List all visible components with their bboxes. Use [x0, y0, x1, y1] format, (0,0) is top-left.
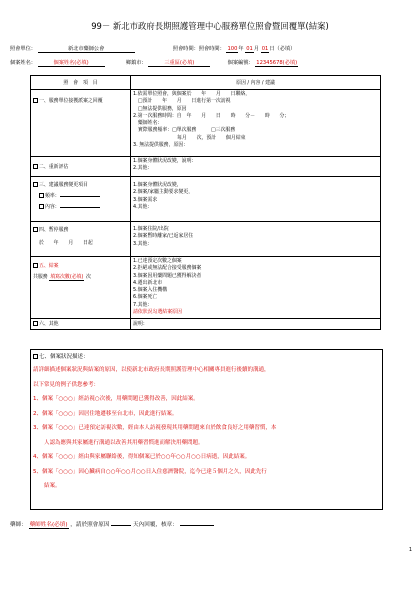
row6-item — [31, 319, 131, 330]
unit-value[interactable]: 新北市藥師公會 — [38, 45, 135, 53]
suspend-date[interactable]: 於 年 月 日起 — [39, 240, 93, 246]
day-suffix: 日（必填） — [269, 46, 296, 52]
row1-item — [31, 90, 131, 157]
content-label: 內容： — [45, 204, 60, 210]
row5-line-3: 3.個案因用藥問題已獲得解決者 — [133, 272, 202, 279]
note-line-3: 1、個案「○○○」經訪視○次後，用藥問題已獲得改善，因此結案。 — [33, 396, 199, 402]
row1-line-5: 藥師姓名： — [133, 120, 163, 127]
reply-days-field[interactable] — [111, 525, 131, 526]
referral-table — [30, 75, 381, 330]
row5-line-5: 5.個案入住機構 — [133, 287, 168, 294]
row6-note-label: 說明： — [133, 321, 148, 327]
row3-item — [31, 177, 131, 222]
frequency-field[interactable] — [60, 196, 100, 197]
row5-line-4: 4.遷出新北市 — [133, 279, 163, 286]
service-count-field[interactable]: 填寫次數(必填) — [50, 274, 84, 280]
id-label: 個案編號： — [227, 60, 254, 66]
col-header-items: 照 會 項 目 — [31, 76, 131, 90]
row2-line-2: 2.其他： — [133, 165, 153, 172]
note-line-5: 3、個案「○○○」已達預定訪視次數，經由本人訪視發現其用藥問題來自於飲食良好之用藥習慣，本 — [33, 425, 277, 431]
header-line-1 — [10, 45, 295, 53]
row1-checkbox[interactable] — [33, 98, 38, 103]
row4-content — [131, 222, 381, 257]
row3-line-3: 3.個案需求 — [133, 196, 158, 203]
row1-line-6: 實際服務頻率：□單次服務 □三次服務 — [133, 127, 236, 134]
row4-item — [31, 222, 131, 257]
row1-label: 一、服務單位接獲派案之回覆 — [39, 98, 103, 104]
district-label: 鄉鎮市： — [125, 60, 147, 66]
note-line-6: 人認為應與其家屬進行溝通以改善其用藥習慣進而解決用藥問題。 — [33, 439, 204, 446]
row1-line-4: 2.第一次服務時間：自 年 月 日 時 分－ 時 分； — [133, 112, 290, 119]
row4-line-2: 2.個案暫時離家/已返家居住 — [133, 233, 194, 240]
case-value[interactable]: 個案姓名(必填) — [38, 59, 105, 67]
reply-instruction-2: 天內回覆，核章： — [133, 522, 178, 528]
row4-line-3: 3.其他： — [133, 240, 153, 247]
row5-label: 五、結案 — [39, 263, 59, 269]
row1-line-1: 1.依需單位照會，與個案於 年 月 日聯絡， — [133, 91, 251, 97]
row5-line-2: 2.拒絕或無法配合接受服務個案 — [133, 265, 202, 272]
note-line-1: 請詳細描述個案狀況與結案的原因，以使新北市政府長期照護管理中心相關專員進行後續的溝通， — [33, 367, 270, 373]
row1-line-8: 3. 無法提供服務，原因： — [133, 142, 189, 149]
row5-checkbox[interactable] — [33, 263, 38, 268]
row5-count-prefix: 共服務 — [33, 274, 48, 280]
row5-content — [131, 257, 381, 319]
row6-checkbox[interactable] — [33, 321, 38, 326]
row6-label: 六、其他 — [39, 321, 59, 327]
signature-line — [10, 520, 214, 529]
note-line-2: 以下常見的例子供您參考： — [33, 381, 100, 388]
row3-line-2: 2.個案/家屬主動要求變更， — [133, 189, 194, 196]
row1-line-3: □無法提供服務，原因 — [133, 105, 187, 112]
note-line-7: 4、個案「○○○」經由與家屬聯絡後，得知個案已於○○年○○月○○日病逝，因此結案。 — [33, 454, 251, 460]
row3-checkbox[interactable] — [33, 182, 38, 187]
row2-label: 二、重新評估 — [39, 164, 69, 170]
day-value[interactable]: 01 — [261, 46, 269, 52]
row2-item — [31, 157, 131, 177]
row5-count-suffix: 次 — [85, 274, 91, 280]
reply-instruction: ，請於照會原因 — [70, 522, 110, 528]
approval-stamp-field[interactable] — [180, 525, 214, 526]
content-field[interactable] — [60, 207, 100, 208]
row2-content — [131, 157, 381, 177]
row5-item — [31, 257, 131, 319]
month-value[interactable]: 01 — [246, 46, 253, 52]
year-value[interactable]: 100 — [227, 46, 238, 52]
row4-label: 四、暫停服務 — [39, 227, 69, 233]
row7-checkbox[interactable] — [33, 354, 38, 359]
note-line-8: 5、個案「○○○」因心臟病自○○年○○月○○日入住慈濟醫院，迄今已達５個月之久，因此先行 — [33, 468, 267, 475]
id-value[interactable]: 12345678(必填) — [256, 60, 298, 66]
note-line-4: 2、個案「○○○」因居住地遷移至台北市，因此進行結案。 — [33, 410, 178, 417]
row5-count — [33, 273, 128, 281]
row1-content — [131, 90, 381, 157]
case-label: 個案姓名： — [10, 60, 36, 66]
unit-label: 照會單位： — [10, 46, 36, 52]
header-line-2 — [10, 59, 298, 67]
content-checkbox[interactable] — [39, 204, 44, 209]
row4-checkbox[interactable] — [33, 227, 38, 232]
row5-note: 請依狀況勾選結案原因 — [133, 309, 182, 316]
row1-line-2: □預計 年 月 日進行第一次訪視 — [133, 98, 231, 105]
row4-line-1: 1.個案住院/出院 — [133, 226, 169, 232]
frequency-label: 頻率： — [45, 193, 60, 199]
row3-content — [131, 177, 381, 222]
note-line-9: 結案。 — [33, 483, 61, 489]
month-suffix: 月 — [253, 46, 260, 52]
row6-content — [131, 319, 381, 330]
row5-line-7: 7.其他： — [133, 301, 153, 308]
row3-line-1: 1.個案身體狀況改變， — [133, 182, 182, 188]
district-value[interactable]: 三重區(必填) — [148, 59, 210, 67]
page-number: 1 — [408, 547, 412, 553]
pharmacist-label: 藥師： — [10, 522, 27, 528]
pharmacist-name-field[interactable]: 藥師姓名(必填) — [29, 522, 68, 528]
row5-line-1: 1.已達預定次數之個案 — [133, 258, 182, 264]
row2-checkbox[interactable] — [33, 164, 38, 169]
row5-line-6: 6.個案死亡 — [133, 294, 158, 301]
row1-line-7: 每月 次，預計 個月結束 — [133, 134, 246, 141]
note-heading: 七、個案狀況描述： — [39, 354, 89, 360]
frequency-checkbox[interactable] — [39, 193, 44, 198]
page-title: 99－ 新北市政府長期照護管理中心服務單位照會暨回覆單(結案) — [91, 21, 329, 31]
col-header-reason: 原因 / 內容 / 建議 — [131, 76, 381, 90]
row3-line-4: 4.其他： — [133, 203, 153, 210]
row2-line-1: 1.個案身體狀況改變，說明： — [133, 158, 197, 164]
time-label: 照會時間：照會時間： — [172, 46, 225, 52]
row3-label: 三、建議服務變更項目 — [39, 182, 88, 188]
case-description-box — [30, 349, 383, 510]
year-suffix: 年 — [238, 46, 244, 52]
